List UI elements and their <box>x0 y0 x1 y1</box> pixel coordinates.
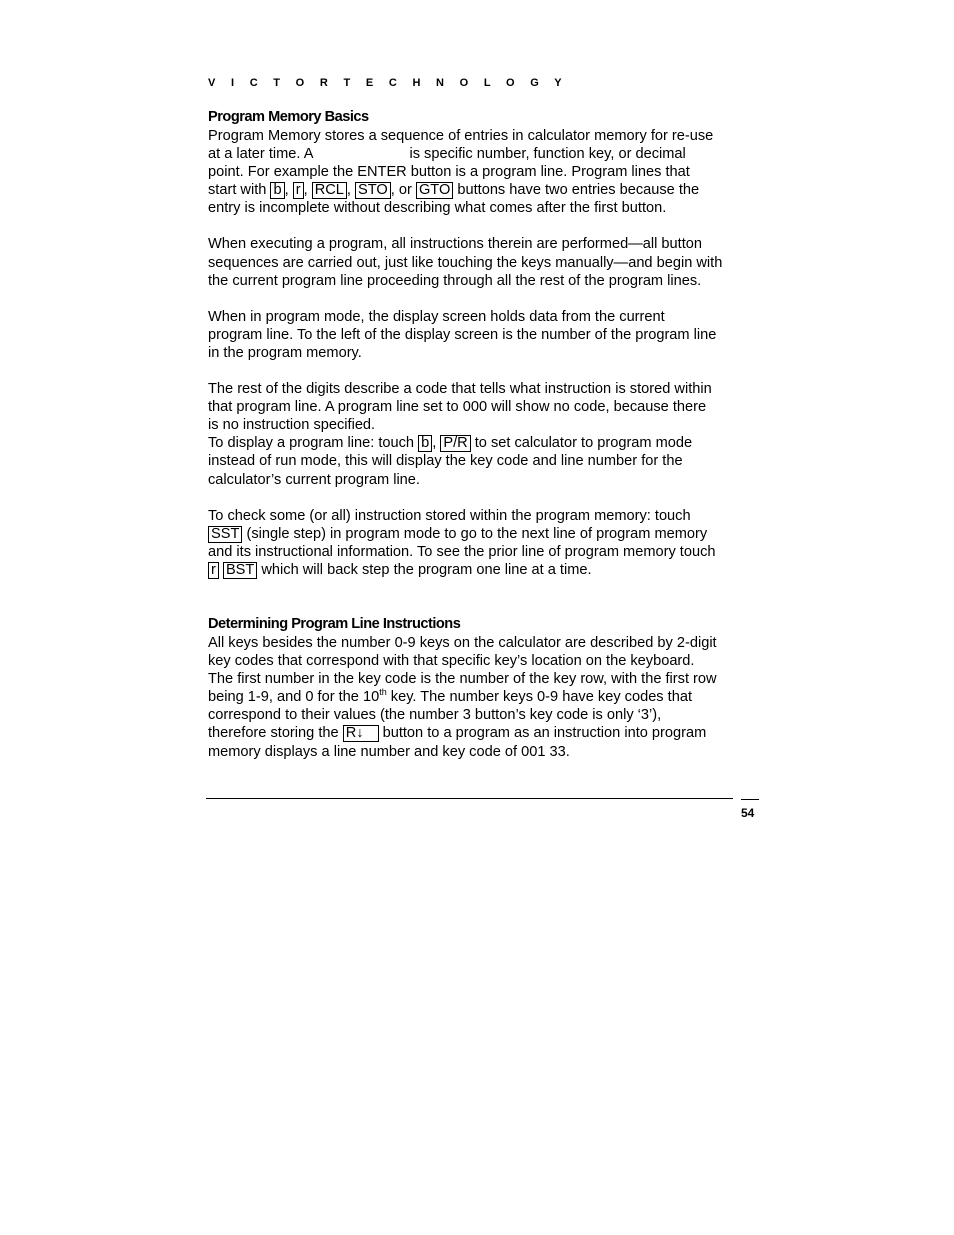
key-b-label: b <box>270 182 284 199</box>
text-fragment: , <box>284 182 289 199</box>
key-r-label: r <box>293 182 304 199</box>
text-line: sequences are carried out, just like touching the keys manually—and begin with <box>208 254 723 271</box>
paragraph-single-step <box>208 507 768 579</box>
key-rcl-label: RCL <box>312 182 347 199</box>
text-fragment: (single step) in program mode to go to the next line of program memory <box>246 525 708 542</box>
text-fragment: , <box>303 182 308 199</box>
paragraph-spacer <box>208 489 768 507</box>
key-r-label: r <box>208 562 219 579</box>
key-sto-label: STO <box>355 182 391 199</box>
section-heading-program-memory-basics: Program Memory Basics <box>208 109 369 125</box>
text-line <box>208 724 768 742</box>
paragraph-spacer <box>208 217 768 235</box>
text-line: The first number in the key code is the number of the key row, with the first row <box>208 671 717 688</box>
paragraph-program-memory-intro <box>208 127 768 217</box>
text-line: When executing a program, all instructions therein are performed—all button <box>208 236 703 253</box>
text-fragment: is specific number, function key, or decimal <box>409 146 686 163</box>
text-line: All keys besides the number 0-9 keys on the calculator are described by 2-digit <box>208 634 717 651</box>
text-line: and its instructional information. To see the prior line of program memory touch <box>208 543 716 560</box>
text-line: correspond to their values (the number 3 button’s key code is only ‘3’), <box>208 707 662 724</box>
text-line <box>208 434 768 452</box>
text-fragment: , or <box>390 182 412 199</box>
paragraph-program-mode-display <box>208 308 768 362</box>
paragraph-program-execution <box>208 235 768 289</box>
footer-rule <box>206 798 733 799</box>
text-line <box>208 145 768 163</box>
text-line: When in program mode, the display screen holds data from the current <box>208 308 665 325</box>
paragraph-key-codes <box>208 634 768 761</box>
paragraph-spacer <box>208 362 768 380</box>
paragraph-digit-codes <box>208 380 768 489</box>
ordinal-suffix: th <box>379 687 387 698</box>
text-fragment: start with <box>208 182 267 199</box>
text-fragment: being 1-9, and 0 for the 10 <box>208 689 380 706</box>
text-fragment: , <box>432 435 437 452</box>
paragraph-spacer <box>208 290 768 308</box>
text-fragment: which will back step the program one line at a time. <box>261 561 592 578</box>
text-line: To check some (or all) instruction stored within the program memory: touch <box>208 507 691 524</box>
text-line: point. For example the ENTER button is a program line. Program lines that <box>208 164 690 181</box>
text-line: Program Memory stores a sequence of entries in calculator memory for re-use <box>208 128 714 144</box>
key-gto-label: GTO <box>416 182 453 199</box>
text-line <box>208 525 768 543</box>
text-line: the current program line proceeding through all the rest of the program lines. <box>208 272 702 289</box>
text-fragment: at a later time. A <box>208 146 314 163</box>
text-line: instead of run mode, this will display the key code and line number for the <box>208 453 683 470</box>
text-line: that program line. A program line set to 000 will show no code, because there <box>208 399 707 416</box>
key-bst-label: BST <box>223 562 257 579</box>
section-spacer <box>208 579 768 615</box>
text-line: The rest of the digits describe a code that tells what instruction is stored within <box>208 381 712 398</box>
text-fragment: button to a program as an instruction into program <box>382 725 707 742</box>
key-sst-label: SST <box>208 526 242 543</box>
text-line <box>208 181 768 199</box>
text-line <box>208 688 768 706</box>
text-line <box>208 561 768 579</box>
page-body <box>208 108 768 761</box>
key-pr-label: P/R <box>440 435 470 452</box>
text-fragment: therefore storing the <box>208 725 339 742</box>
key-b-label: b <box>418 435 432 452</box>
text-line: calculator’s current program line. <box>208 471 420 488</box>
text-line: in the program memory. <box>208 344 362 361</box>
text-fragment: , <box>346 182 351 199</box>
text-fragment: To display a program line: touch <box>208 435 415 452</box>
text-fragment: key. The number keys 0-9 have key codes that <box>390 689 693 706</box>
text-line: program line. To the left of the display screen is the number of the program line <box>208 326 717 343</box>
section-heading-line-instructions: Determining Program Line Instructions <box>208 615 461 632</box>
text-line: memory displays a line number and key code of 001 33. <box>208 743 570 760</box>
key-roll-down-label: R↓ <box>343 725 379 742</box>
running-header: V I C T O R T E C H N O L O G Y <box>208 77 568 89</box>
text-fragment: buttons have two entries because the <box>457 182 700 199</box>
text-line: is no instruction specified. <box>208 417 376 434</box>
page-number: 54 <box>741 806 755 820</box>
text-line: key codes that correspond with that specific key’s location on the keyboard. <box>208 653 695 670</box>
text-fragment: to set calculator to program mode <box>474 435 693 452</box>
page-number-rule <box>741 799 759 800</box>
text-line: entry is incomplete without describing what comes after the first button. <box>208 200 667 217</box>
